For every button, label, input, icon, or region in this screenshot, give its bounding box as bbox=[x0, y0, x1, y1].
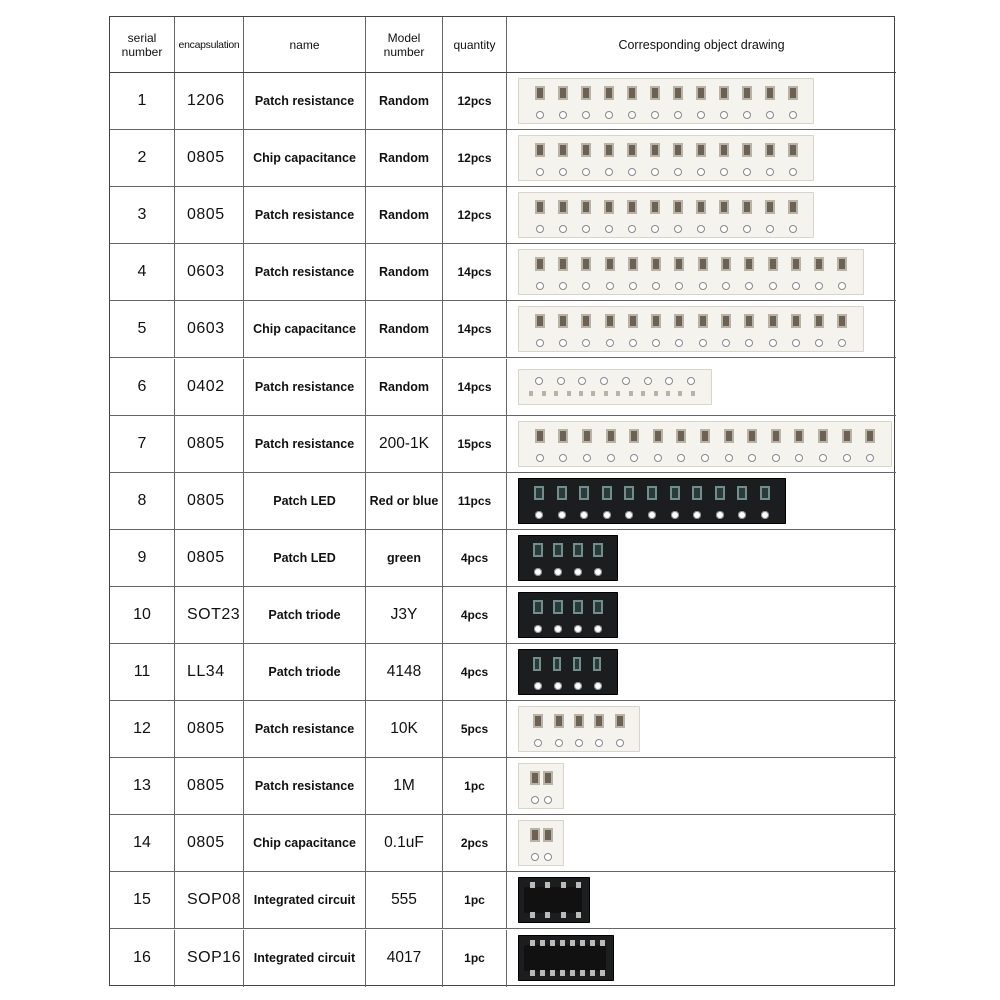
quantity-cell: 15pcs bbox=[443, 416, 507, 472]
tape-resistor-strip-icon bbox=[518, 78, 814, 124]
table-row bbox=[110, 930, 896, 987]
table-row bbox=[110, 587, 896, 644]
serial-cell: 9 bbox=[110, 530, 175, 586]
encapsulation-cell: SOT23 bbox=[175, 587, 244, 643]
model-cell: Random bbox=[366, 130, 443, 186]
encapsulation-cell: 0805 bbox=[175, 187, 244, 243]
name-cell: Chip capacitance bbox=[244, 301, 366, 357]
quantity-cell: 14pcs bbox=[443, 244, 507, 300]
serial-cell: 1 bbox=[110, 73, 175, 129]
table-row bbox=[110, 758, 896, 815]
name-cell: Chip capacitance bbox=[244, 130, 366, 186]
drawing-cell bbox=[507, 187, 896, 243]
model-cell: 200-1K bbox=[366, 416, 443, 472]
drawing-cell bbox=[507, 758, 896, 814]
quantity-cell: 4pcs bbox=[443, 587, 507, 643]
table-row bbox=[110, 73, 896, 130]
tape-diode-strip-icon bbox=[518, 649, 618, 695]
serial-cell: 13 bbox=[110, 758, 175, 814]
model-cell: Red or blue bbox=[366, 473, 443, 529]
model-cell: Random bbox=[366, 301, 443, 357]
model-cell: Random bbox=[366, 359, 443, 415]
quantity-cell: 5pcs bbox=[443, 701, 507, 757]
model-cell: 4148 bbox=[366, 644, 443, 700]
tape-resistor-strip-icon bbox=[518, 192, 814, 238]
name-cell: Patch triode bbox=[244, 644, 366, 700]
name-cell: Patch resistance bbox=[244, 244, 366, 300]
table-row bbox=[110, 359, 896, 416]
encapsulation-cell: 0805 bbox=[175, 473, 244, 529]
drawing-cell bbox=[507, 644, 896, 700]
quantity-cell: 14pcs bbox=[443, 359, 507, 415]
drawing-cell bbox=[507, 73, 896, 129]
serial-cell: 4 bbox=[110, 244, 175, 300]
tape-capacitor-strip-icon bbox=[518, 306, 864, 352]
name-cell: Patch resistance bbox=[244, 416, 366, 472]
model-cell: Random bbox=[366, 73, 443, 129]
tape-capacitor-strip-icon bbox=[518, 135, 814, 181]
serial-cell: 7 bbox=[110, 416, 175, 472]
quantity-cell: 12pcs bbox=[443, 73, 507, 129]
drawing-cell bbox=[507, 244, 896, 300]
header-serial: serial number bbox=[110, 17, 175, 72]
name-cell: Patch resistance bbox=[244, 701, 366, 757]
encapsulation-cell: SOP08 bbox=[175, 872, 244, 928]
ic-chip-16pin-icon bbox=[518, 935, 614, 981]
encapsulation-cell: 0805 bbox=[175, 416, 244, 472]
tape-capacitor-strip-icon bbox=[518, 820, 564, 866]
table-row bbox=[110, 301, 896, 358]
quantity-cell: 1pc bbox=[443, 872, 507, 928]
header-drawing: Corresponding object drawing bbox=[618, 37, 785, 52]
encapsulation-cell: 0805 bbox=[175, 130, 244, 186]
name-cell: Patch resistance bbox=[244, 187, 366, 243]
tape-resistor-strip-icon bbox=[518, 706, 640, 752]
tape-led-strip-icon bbox=[518, 478, 786, 524]
model-cell: 4017 bbox=[366, 930, 443, 987]
model-cell: 1M bbox=[366, 758, 443, 814]
table-row bbox=[110, 644, 896, 701]
drawing-cell bbox=[507, 872, 896, 928]
encapsulation-cell: 0805 bbox=[175, 701, 244, 757]
tape-led-strip-icon bbox=[518, 535, 618, 581]
drawing-cell bbox=[507, 359, 896, 415]
drawing-cell bbox=[507, 301, 896, 357]
table-row bbox=[110, 530, 896, 587]
model-cell: Random bbox=[366, 187, 443, 243]
header-encapsulation: encapsulation bbox=[175, 17, 244, 72]
tape-resistor-strip-icon bbox=[518, 763, 564, 809]
table-row bbox=[110, 130, 896, 187]
name-cell: Patch resistance bbox=[244, 359, 366, 415]
quantity-cell: 12pcs bbox=[443, 187, 507, 243]
table-row bbox=[110, 244, 896, 301]
encapsulation-cell: LL34 bbox=[175, 644, 244, 700]
encapsulation-cell: 0805 bbox=[175, 758, 244, 814]
header-model: Model number bbox=[366, 17, 443, 72]
drawing-cell bbox=[507, 130, 896, 186]
quantity-cell: 12pcs bbox=[443, 130, 507, 186]
encapsulation-cell: 1206 bbox=[175, 73, 244, 129]
header-name: name bbox=[244, 17, 366, 72]
drawing-cell bbox=[507, 815, 896, 871]
name-cell: Patch LED bbox=[244, 530, 366, 586]
encapsulation-cell: 0805 bbox=[175, 530, 244, 586]
serial-cell: 16 bbox=[110, 930, 175, 987]
serial-cell: 12 bbox=[110, 701, 175, 757]
quantity-cell: 4pcs bbox=[443, 530, 507, 586]
name-cell: Patch resistance bbox=[244, 758, 366, 814]
encapsulation-cell: 0603 bbox=[175, 244, 244, 300]
serial-cell: 5 bbox=[110, 301, 175, 357]
ic-chip-8pin-icon bbox=[518, 877, 590, 923]
tape-resistor-strip-icon bbox=[518, 369, 712, 405]
quantity-cell: 1pc bbox=[443, 930, 507, 987]
serial-cell: 6 bbox=[110, 359, 175, 415]
serial-cell: 10 bbox=[110, 587, 175, 643]
serial-cell: 14 bbox=[110, 815, 175, 871]
model-cell: green bbox=[366, 530, 443, 586]
serial-cell: 8 bbox=[110, 473, 175, 529]
encapsulation-cell: 0603 bbox=[175, 301, 244, 357]
model-cell: Random bbox=[366, 244, 443, 300]
encapsulation-cell: 0402 bbox=[175, 359, 244, 415]
tape-resistor-strip-icon bbox=[518, 249, 864, 295]
encapsulation-cell: SOP16 bbox=[175, 930, 244, 987]
drawing-cell bbox=[507, 530, 896, 586]
quantity-cell: 1pc bbox=[443, 758, 507, 814]
name-cell: Integrated circuit bbox=[244, 930, 366, 987]
table-row bbox=[110, 872, 896, 929]
drawing-cell bbox=[507, 587, 896, 643]
drawing-cell bbox=[507, 416, 896, 472]
name-cell: Integrated circuit bbox=[244, 872, 366, 928]
component-table bbox=[109, 16, 895, 986]
model-cell: 10K bbox=[366, 701, 443, 757]
name-cell: Patch resistance bbox=[244, 73, 366, 129]
serial-cell: 11 bbox=[110, 644, 175, 700]
name-cell: Chip capacitance bbox=[244, 815, 366, 871]
serial-cell: 2 bbox=[110, 130, 175, 186]
quantity-cell: 11pcs bbox=[443, 473, 507, 529]
drawing-cell bbox=[507, 701, 896, 757]
quantity-cell: 14pcs bbox=[443, 301, 507, 357]
serial-cell: 15 bbox=[110, 872, 175, 928]
table-row bbox=[110, 815, 896, 872]
tape-triode-strip-icon bbox=[518, 592, 618, 638]
quantity-cell: 4pcs bbox=[443, 644, 507, 700]
table-row bbox=[110, 187, 896, 244]
model-cell: 555 bbox=[366, 872, 443, 928]
model-cell: J3Y bbox=[366, 587, 443, 643]
encapsulation-cell: 0805 bbox=[175, 815, 244, 871]
table-row bbox=[110, 473, 896, 530]
drawing-cell bbox=[507, 473, 896, 529]
quantity-cell: 2pcs bbox=[443, 815, 507, 871]
table-row bbox=[110, 701, 896, 758]
model-cell: 0.1uF bbox=[366, 815, 443, 871]
serial-cell: 3 bbox=[110, 187, 175, 243]
name-cell: Patch triode bbox=[244, 587, 366, 643]
header-quantity: quantity bbox=[443, 17, 507, 72]
table-row bbox=[110, 416, 896, 473]
name-cell: Patch LED bbox=[244, 473, 366, 529]
drawing-cell bbox=[507, 930, 896, 987]
table-header bbox=[110, 17, 896, 73]
tape-resistor-strip-icon bbox=[518, 421, 892, 467]
